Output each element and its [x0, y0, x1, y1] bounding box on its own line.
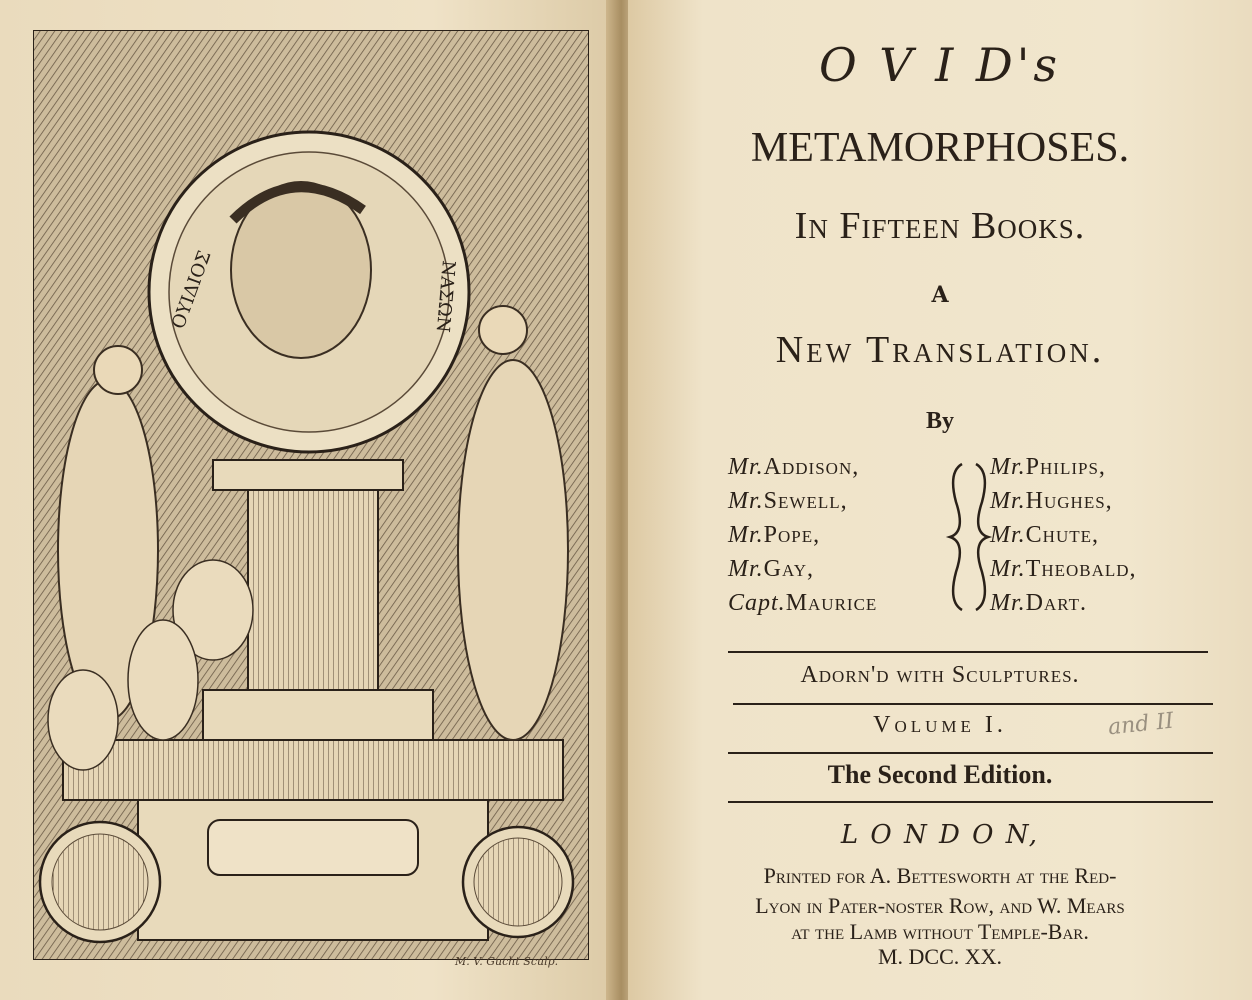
translator-text: Chute,: [1025, 522, 1100, 548]
year: M. DCC. XX.: [877, 944, 1003, 969]
translator-text: Addison,: [763, 454, 860, 480]
translator-text: Mr.: [728, 454, 764, 480]
article: A: [931, 282, 949, 308]
edition: The Second Edition.: [827, 760, 1053, 789]
translator-text: Mr.: [990, 454, 1026, 480]
translator-text: Mr.: [990, 556, 1026, 582]
translator-text: Gay,: [763, 556, 814, 582]
author: O V I D's: [818, 38, 1062, 92]
rule: [728, 801, 1213, 803]
translator-text: Pope,: [763, 522, 821, 548]
translator-text: Mr.: [990, 488, 1026, 514]
title: METAMORPHOSES.: [750, 125, 1130, 171]
translator-text: Maurice: [785, 590, 878, 616]
imprint-line: at the Lamb without Temple-Bar.: [791, 919, 1089, 944]
translator-text: Philips,: [1025, 454, 1106, 480]
translator: [728, 552, 877, 586]
rule: [728, 651, 1208, 653]
subtitle: In Fifteen Books.: [794, 205, 1086, 247]
imprint-line: Lyon in Pater-noster Row, and W. Mears: [755, 893, 1125, 918]
volume: Volume I.: [873, 712, 1007, 738]
mercury-figure: [458, 360, 568, 740]
adorned-line: Adorn'd with Sculptures.: [800, 662, 1080, 688]
translator: [990, 450, 1137, 484]
translator-text: Capt.: [728, 590, 786, 616]
translator-text: Mr.: [728, 556, 764, 582]
translator-text: Dart.: [1025, 590, 1087, 616]
translator: [990, 518, 1137, 552]
translator-text: Mr.: [728, 488, 764, 514]
translator-text: Sewell,: [763, 488, 848, 514]
imprint-line: Printed for A. Bettesworth at the Red-: [763, 863, 1117, 888]
title-page: [628, 0, 1252, 1000]
translator: [990, 586, 1137, 620]
frontispiece-engraving: [33, 30, 589, 960]
place: L O N D O N,: [840, 820, 1040, 850]
translation: New Translation.: [775, 329, 1105, 371]
coin-inscription-left: ΟΥΙΔΙΟΣ: [167, 248, 216, 332]
translator-text: Mr.: [728, 522, 764, 548]
rule: [733, 703, 1213, 705]
translators-right: [990, 450, 1137, 620]
translator-text: Mr.: [990, 522, 1026, 548]
translator-text: Mr.: [990, 590, 1026, 616]
translator-text: Theobald,: [1025, 556, 1137, 582]
translator: [990, 552, 1137, 586]
translator: [990, 484, 1137, 518]
by-label: By: [925, 408, 954, 434]
translator: [728, 586, 877, 620]
translator: [728, 450, 877, 484]
brace-divider: [944, 462, 994, 612]
rule: [728, 752, 1213, 754]
pedestal: [248, 490, 378, 690]
coin-inscription-right: ΝΑΣΩΝ: [431, 259, 459, 334]
translators-left: [728, 450, 877, 620]
translator-text: Hughes,: [1025, 488, 1113, 514]
engraver-signature: M. V. Gucht Sculp.: [455, 955, 559, 968]
frontispiece-page: [0, 0, 618, 1000]
translator: [728, 518, 877, 552]
translator: [728, 484, 877, 518]
handwritten-note: and II: [1106, 708, 1175, 741]
